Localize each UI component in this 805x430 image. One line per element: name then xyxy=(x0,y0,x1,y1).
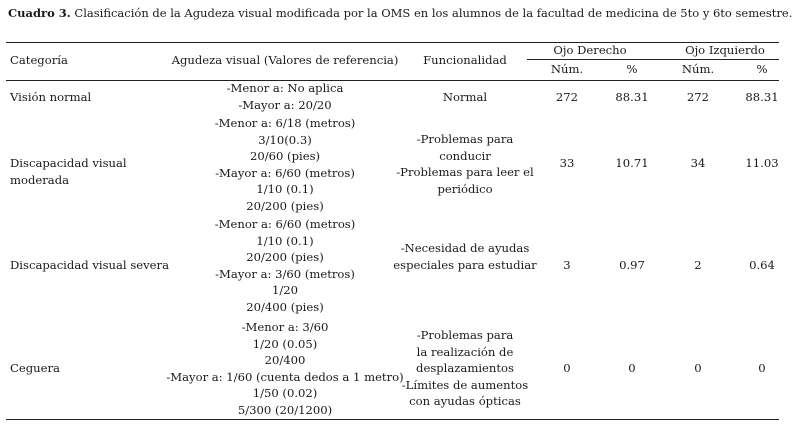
header-oi-num: Núm. xyxy=(681,62,715,76)
row3-od-num: 3 xyxy=(563,258,571,272)
row4-agudeza: -Menor a: 3/60 1/20 (0.05) 20/400 -Mayor a: 1/60 (cuenta dedos a 1 metro) 1/50 (0.02) 5/300 (20/1200) xyxy=(166,320,404,417)
row3-oi-num: 2 xyxy=(694,258,702,272)
header-agudeza: Agudeza visual (Valores de referencia) xyxy=(171,53,399,67)
row3-oi-pct: 0.64 xyxy=(749,258,775,272)
row1-oi-pct: 88.31 xyxy=(745,90,779,104)
row2-categoria: Discapacidad visual moderada xyxy=(10,156,127,187)
row2-od-num: 33 xyxy=(559,156,575,170)
row4-categoria: Ceguera xyxy=(10,361,60,375)
subheader-rule xyxy=(527,59,779,60)
table-caption xyxy=(8,6,792,20)
header-od-pct: % xyxy=(626,62,638,76)
row1-od-num: 272 xyxy=(555,90,579,104)
caption-label: Cuadro 3. xyxy=(8,6,71,20)
row3-od-pct: 0.97 xyxy=(619,258,645,272)
row4-od-pct: 0 xyxy=(628,361,636,375)
header-categoria: Categoría xyxy=(10,53,68,67)
row4-funcionalidad: -Problemas para la realización de desplazamientos -Límites de aumentos con ayudas ópticas xyxy=(401,328,529,409)
bottom-rule xyxy=(6,419,779,420)
row4-oi-num: 0 xyxy=(694,361,702,375)
row3-funcionalidad: -Necesidad de ayudas especiales para estudiar xyxy=(393,241,537,272)
row1-oi-num: 272 xyxy=(686,90,710,104)
row3-agudeza: -Menor a: 6/60 (metros) 1/10 (0.1) 20/200 (pies) -Mayor a: 3/60 (metros) 1/20 20/400 (pies) xyxy=(214,217,356,314)
header-od-num: Núm. xyxy=(550,62,584,76)
top-rule xyxy=(6,42,779,43)
row1-funcionalidad: Normal xyxy=(442,90,488,104)
row2-oi-num: 34 xyxy=(690,156,706,170)
row2-oi-pct: 11.03 xyxy=(745,156,779,170)
header-ojo-derecho: Ojo Derecho xyxy=(553,43,627,57)
row4-oi-pct: 0 xyxy=(758,361,766,375)
row3-categoria: Discapacidad visual severa xyxy=(10,258,169,272)
caption-text: Clasificación de la Agudeza visual modificada por la OMS en los alumnos de la facultad de medicina de 5to y 6to semestre. xyxy=(74,6,793,20)
header-funcionalidad: Funcionalidad xyxy=(423,53,507,67)
header-ojo-izquierdo: Ojo Izquierdo xyxy=(685,43,765,57)
row2-funcionalidad: -Problemas para conducir -Problemas para leer el periódico xyxy=(396,132,534,196)
row1-agudeza: -Menor a: No aplica -Mayor a: 20/20 xyxy=(226,81,344,112)
row2-agudeza: -Menor a: 6/18 (metros) 3/10(0.3) 20/60 (pies) -Mayor a: 6/60 (metros) 1/10 (0.1) 20/200 (pies) xyxy=(214,116,356,213)
row2-od-pct: 10.71 xyxy=(615,156,649,170)
row1-od-pct: 88.31 xyxy=(615,90,649,104)
header-oi-pct: % xyxy=(756,62,768,76)
row1-categoria: Visión normal xyxy=(10,90,92,104)
row4-od-num: 0 xyxy=(563,361,571,375)
